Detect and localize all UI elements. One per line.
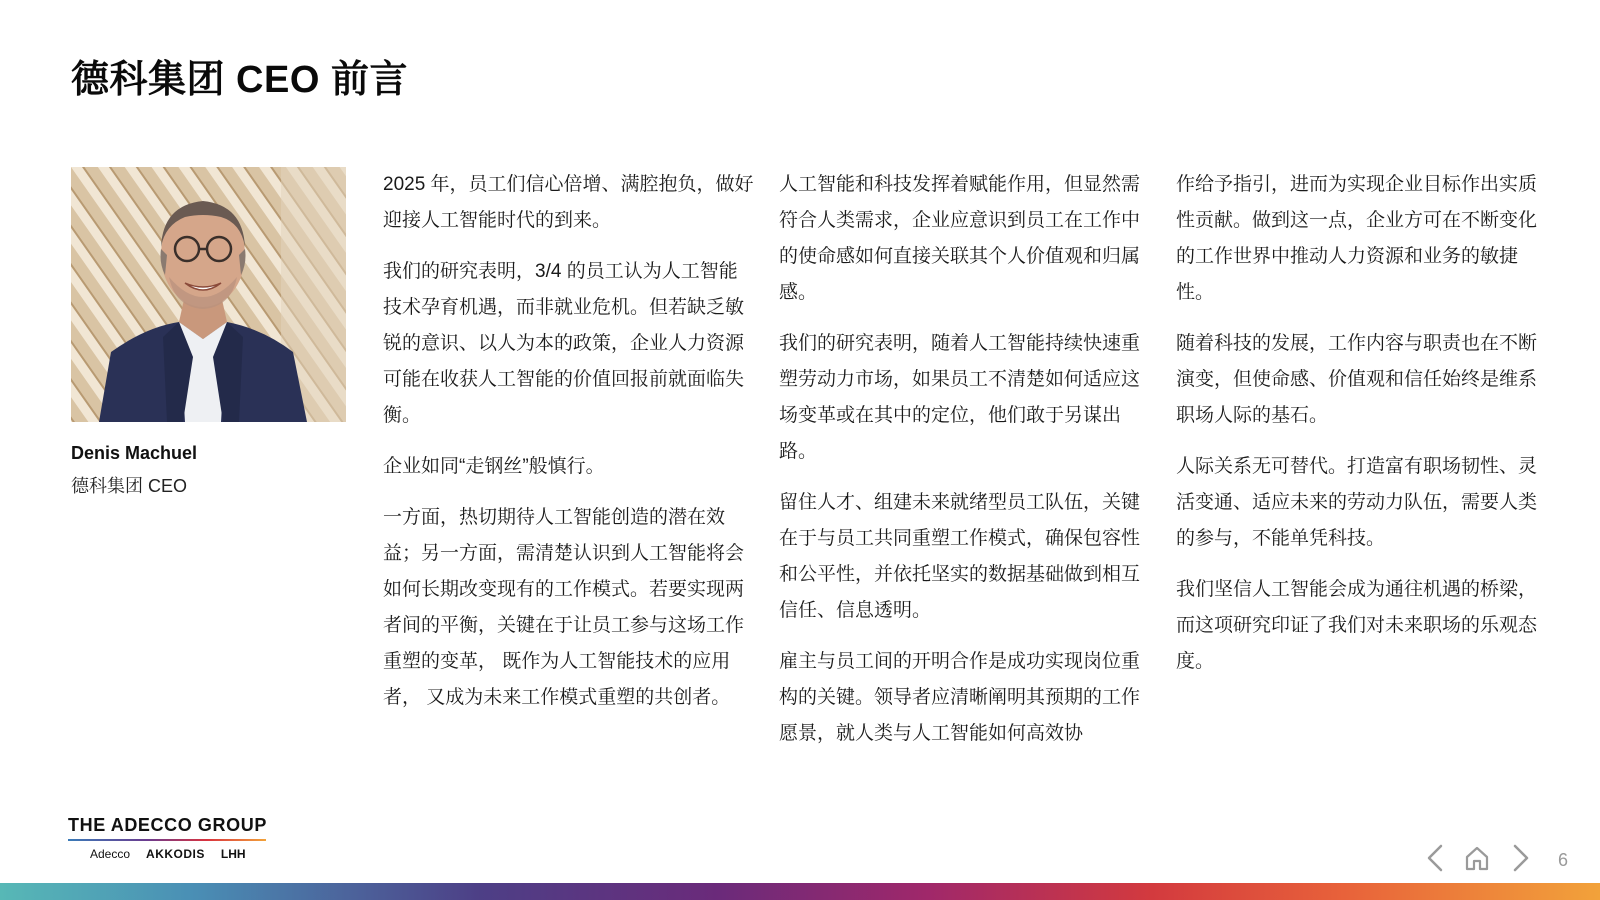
previous-page-button[interactable] [1418, 840, 1452, 876]
paragraph: 作给予指引，进而为实现企业目标作出实质性贡献。做到这一点，企业方可在不断变化的工作世界中推动人力资源和业务的敏捷性。 [1176, 174, 1538, 303]
page-title: 德科集团 CEO 前言 [71, 59, 408, 101]
text-column-3 [1176, 167, 1548, 695]
brand-lhh: LHH [220, 847, 246, 861]
paragraph: 人际关系无可替代。打造富有职场韧性、灵活变通、适应未来的劳动力队伍，需要人类的参与，不能单凭科技。 [1176, 456, 1538, 549]
paragraph: 留住人才、组建未来就绪型员工队伍，关键在于与员工共同重塑工作模式，确保包容性和公平性，并依托坚实的数据基础做到相互信任、信息透明。 [779, 492, 1141, 621]
brand-adecco: Adecco [90, 847, 131, 861]
ceo-portrait [71, 167, 346, 422]
paragraph: 人工智能和科技发挥着赋能作用，但显然需符合人类需求，企业应意识到员工在工作中的使命感如何直接关联其个人价值观和归属感。 [779, 174, 1141, 303]
paragraph: 我们的研究表明，3/4 的员工认为人工智能技术孕育机遇，而非就业危机。但若缺乏敏锐的意识、以人为本的政策，企业人力资源可能在收获人工智能的价值回报前就面临失衡。 [383, 261, 745, 426]
logo-underline [68, 839, 266, 841]
paragraph: 一方面，热切期待人工智能创造的潜在效益；另一方面，需清楚认识到人工智能将会如何长期改变现有的工作模式。若要实现两者间的平衡，关键在于让员工参与这场工作重塑的变革， 既作为人工智能技术的应用者， 又成为未来工作模式重塑的共创者。 [383, 507, 745, 708]
chevron-left-icon [1425, 843, 1445, 873]
ceo-role: 德科集团 CEO [71, 476, 188, 496]
logo-wordmark: THE ADECCO GROUP [68, 815, 267, 835]
page-number: 6 [1558, 850, 1569, 870]
home-button[interactable] [1460, 840, 1494, 876]
paragraph: 随着科技的发展，工作内容与职责也在不断演变，但使命感、价值观和信任始终是维系职场人际的基石。 [1176, 333, 1538, 426]
ceo-name: Denis Machuel [71, 443, 198, 463]
paragraph: 2025 年，员工们信心倍增、满腔抱负，做好迎接人工智能时代的到来。 [383, 174, 754, 231]
logo-brands [68, 847, 268, 861]
paragraph: 雇主与员工间的开明合作是成功实现岗位重构的关键。领导者应清晰阐明其预期的工作愿景，就人类与人工智能如何高效协 [779, 651, 1141, 744]
home-icon [1464, 845, 1490, 871]
gradient-footer-bar [0, 883, 1600, 900]
adecco-group-logo [68, 815, 268, 861]
chevron-right-icon [1511, 843, 1531, 873]
paragraph: 我们的研究表明，随着人工智能持续快速重塑劳动力市场，如果员工不清楚如何适应这场变革或在其中的定位，他们敢于另谋出路。 [779, 333, 1141, 462]
brand-akkodis: AKKODIS [146, 847, 205, 861]
text-column-2 [779, 167, 1151, 767]
next-page-button[interactable] [1504, 840, 1538, 876]
paragraph: 我们坚信人工智能会成为通往机遇的桥梁，而这项研究印证了我们对未来职场的乐观态度。 [1176, 579, 1538, 672]
paragraph: 企业如同“走钢丝”般慎行。 [383, 456, 605, 477]
text-column-1 [383, 167, 755, 731]
